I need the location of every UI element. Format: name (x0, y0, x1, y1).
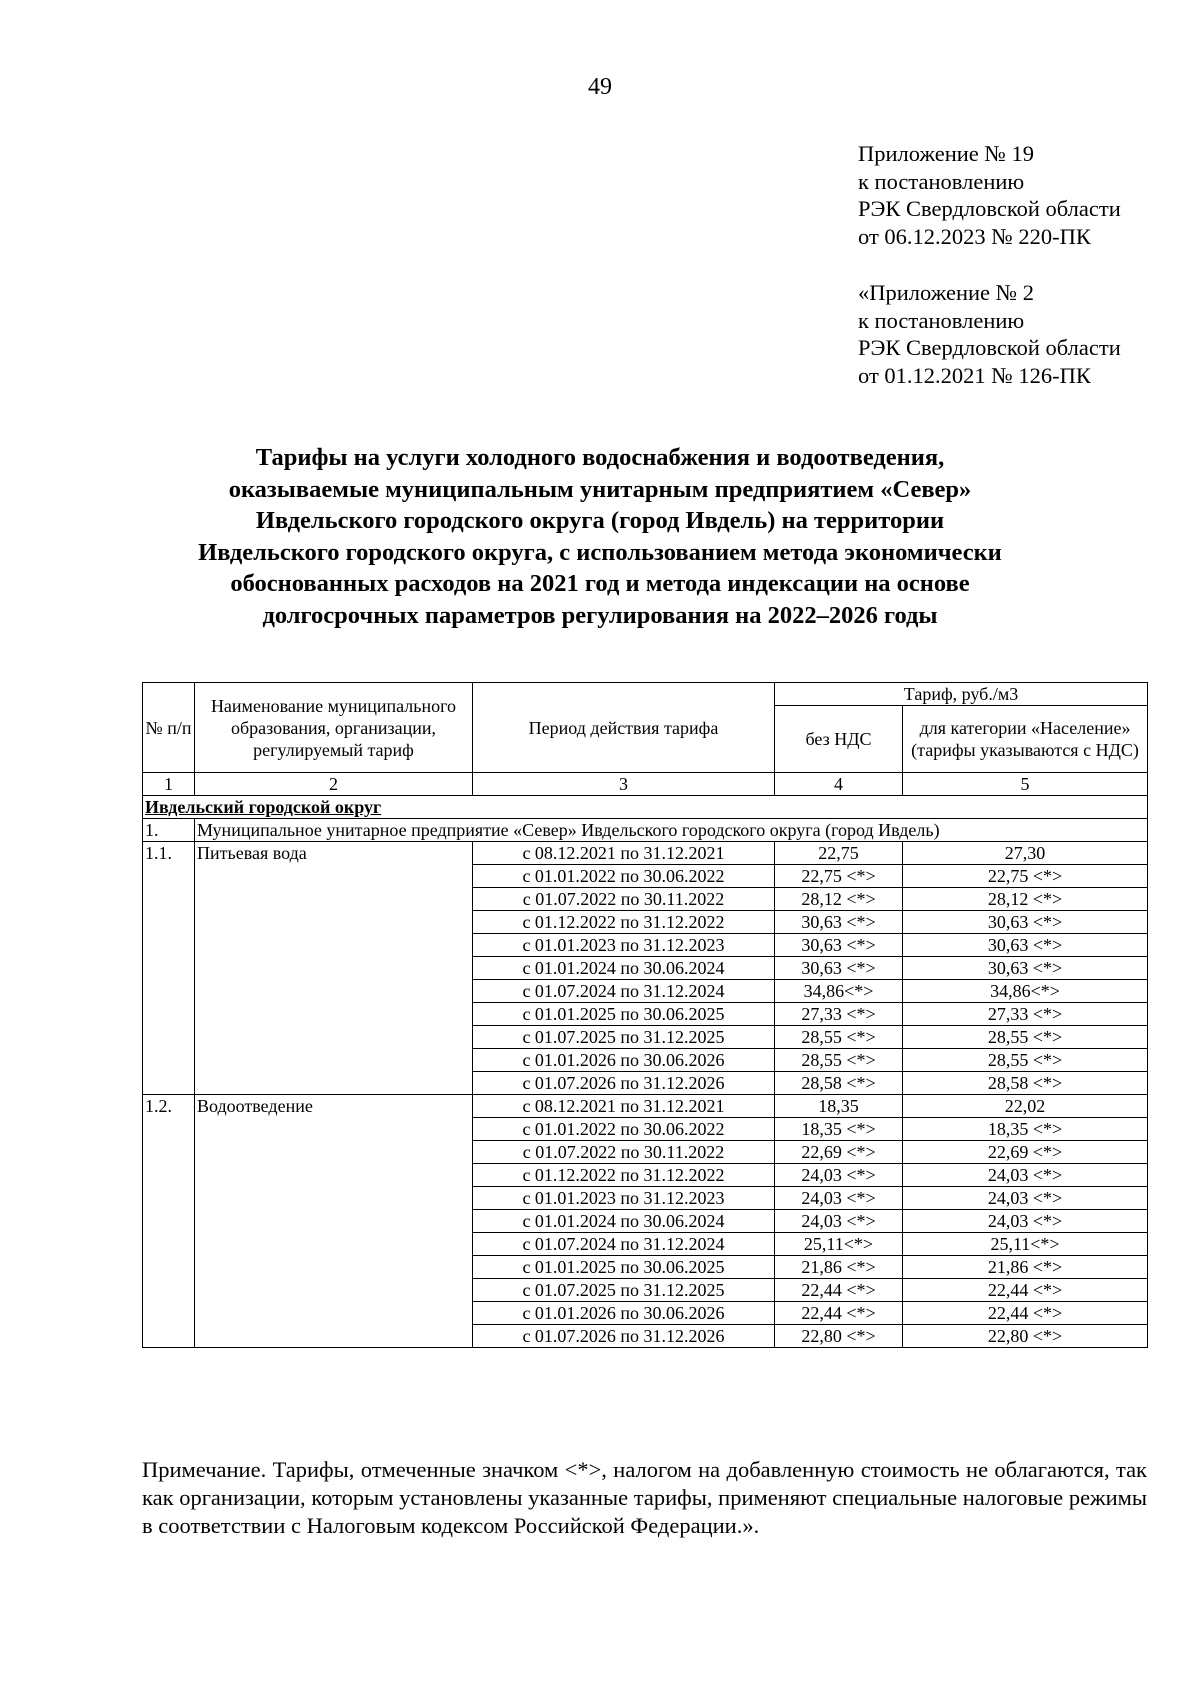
group-num: 1.1. (143, 842, 195, 1095)
period-cell: с 01.07.2026 по 31.12.2026 (473, 1072, 775, 1095)
col-number: 4 (775, 773, 903, 796)
period-cell: с 01.01.2025 по 30.06.2025 (473, 1256, 775, 1279)
group-name: Водоотведение (195, 1095, 473, 1348)
header-period: Период действия тарифа (473, 683, 775, 773)
period-cell: с 01.01.2024 по 30.06.2024 (473, 957, 775, 980)
period-cell: с 01.12.2022 по 31.12.2022 (473, 1164, 775, 1187)
annex-original (858, 279, 1121, 389)
tariff-population-cell: 22,44 <*> (903, 1302, 1148, 1325)
tariff-population-cell: 30,63 <*> (903, 911, 1148, 934)
tariff-no-vat-cell: 22,69 <*> (775, 1141, 903, 1164)
annex-line: от 01.12.2021 № 126-ПК (858, 362, 1091, 388)
tariff-population-cell: 21,86 <*> (903, 1256, 1148, 1279)
tariff-no-vat-cell: 21,86 <*> (775, 1256, 903, 1279)
tariff-population-cell: 25,11<*> (903, 1233, 1148, 1256)
tariff-no-vat-cell: 28,12 <*> (775, 888, 903, 911)
tariff-population-cell: 34,86<*> (903, 980, 1148, 1003)
title-line: долгосрочных параметров регулирования на 2022–2026 годы (262, 601, 938, 629)
period-cell: с 01.01.2024 по 30.06.2024 (473, 1210, 775, 1233)
annex-line: к постановлению (858, 307, 1025, 333)
tariff-no-vat-cell: 22,75 (775, 842, 903, 865)
tariff-population-cell: 24,03 <*> (903, 1210, 1148, 1233)
tariff-no-vat-cell: 27,33 <*> (775, 1003, 903, 1026)
period-cell: с 01.01.2026 по 30.06.2026 (473, 1302, 775, 1325)
tariff-population-cell: 28,12 <*> (903, 888, 1148, 911)
tariff-no-vat-cell: 24,03 <*> (775, 1210, 903, 1233)
title-line: оказываемые муниципальным унитарным предприятием «Север» (228, 475, 972, 503)
tariff-no-vat-cell: 22,44 <*> (775, 1302, 903, 1325)
col-number: 5 (903, 773, 1148, 796)
tariff-no-vat-cell: 25,11<*> (775, 1233, 903, 1256)
period-cell: с 01.01.2026 по 30.06.2026 (473, 1049, 775, 1072)
header-name: Наименование муниципального образования, организации, регулируемый тариф (195, 683, 473, 773)
tariff-no-vat-cell: 24,03 <*> (775, 1187, 903, 1210)
period-cell: с 01.07.2022 по 30.11.2022 (473, 888, 775, 911)
group-num: 1.2. (143, 1095, 195, 1348)
header-population: для категории «Население» (тарифы указываются с НДС) (903, 706, 1148, 773)
annex-line: к постановлению (858, 168, 1025, 194)
tariff-no-vat-cell: 18,35 <*> (775, 1118, 903, 1141)
tariff-no-vat-cell: 34,86<*> (775, 980, 903, 1003)
tariff-population-cell: 22,75 <*> (903, 865, 1148, 888)
period-cell: с 01.07.2025 по 31.12.2025 (473, 1026, 775, 1049)
annex-line: РЭК Свердловской области (858, 196, 1121, 221)
tariff-no-vat-cell: 22,75 <*> (775, 865, 903, 888)
period-cell: с 01.01.2023 по 31.12.2023 (473, 934, 775, 957)
table-row (143, 842, 1148, 865)
tariff-population-cell: 30,63 <*> (903, 934, 1148, 957)
period-cell: с 01.07.2026 по 31.12.2026 (473, 1325, 775, 1348)
footnote: Примечание. Тарифы, отмеченные значком <*>, налогом на добавленную стоимость не облагаются, так как организации, которым установлены указанные тарифы, применяют специальные налоговые режимы в соответствии с Налоговым кодексом Российской Федерации.». (142, 1457, 1147, 1538)
annex-line: РЭК Свердловской области (858, 335, 1121, 360)
tariff-no-vat-cell: 18,35 (775, 1095, 903, 1118)
period-cell: с 01.01.2025 по 30.06.2025 (473, 1003, 775, 1026)
annex-line: «Приложение № 2 (858, 280, 1034, 305)
tariff-no-vat-cell: 22,80 <*> (775, 1325, 903, 1348)
tariff-population-cell: 22,69 <*> (903, 1141, 1148, 1164)
col-number: 3 (473, 773, 775, 796)
tariff-population-cell: 22,02 (903, 1095, 1148, 1118)
tariff-no-vat-cell: 28,55 <*> (775, 1026, 903, 1049)
header-tariff: Тариф, руб./м3 (775, 683, 1148, 706)
tariff-population-cell: 27,30 (903, 842, 1148, 865)
tariff-population-cell: 18,35 <*> (903, 1118, 1148, 1141)
group-name: Питьевая вода (195, 842, 473, 1095)
tariff-no-vat-cell: 30,63 <*> (775, 934, 903, 957)
period-cell: с 01.01.2022 по 30.06.2022 (473, 1118, 775, 1141)
tariff-population-cell: 28,58 <*> (903, 1072, 1148, 1095)
title-line: Ивдельского городского округа (город Ивдель) на территории (255, 507, 945, 534)
period-cell: с 01.07.2024 по 31.12.2024 (473, 980, 775, 1003)
tariff-population-cell: 22,44 <*> (903, 1279, 1148, 1302)
district-name: Ивдельский городской округ (145, 797, 382, 817)
title-line: Ивдельского городского округа, с использованием метода экономически (198, 538, 1002, 566)
header-num: № п/п (143, 683, 195, 773)
annex-line: Приложение № 19 (858, 141, 1034, 166)
tariff-no-vat-cell: 24,03 <*> (775, 1164, 903, 1187)
period-cell: с 08.12.2021 по 31.12.2021 (473, 842, 775, 865)
table-row (143, 1095, 1148, 1118)
org-num: 1. (143, 819, 195, 842)
tariff-population-cell: 28,55 <*> (903, 1049, 1148, 1072)
period-cell: с 08.12.2021 по 31.12.2021 (473, 1095, 775, 1118)
period-cell: с 01.07.2025 по 31.12.2025 (473, 1279, 775, 1302)
period-cell: с 01.01.2023 по 31.12.2023 (473, 1187, 775, 1210)
header-no-vat: без НДС (775, 706, 903, 773)
tariff-population-cell: 24,03 <*> (903, 1164, 1148, 1187)
district-row (143, 796, 1148, 819)
period-cell: с 01.07.2022 по 30.11.2022 (473, 1141, 775, 1164)
tariff-no-vat-cell: 30,63 <*> (775, 957, 903, 980)
document-title (130, 442, 1070, 631)
page-number: 49 (588, 74, 612, 100)
title-line: Тарифы на услуги холодного водоснабжения и водоотведения, (255, 444, 945, 471)
annex-current (858, 140, 1121, 250)
tariff-population-cell: 27,33 <*> (903, 1003, 1148, 1026)
period-cell: с 01.07.2024 по 31.12.2024 (473, 1233, 775, 1256)
tariff-table (142, 682, 1148, 1348)
tariff-population-cell: 30,63 <*> (903, 957, 1148, 980)
col-number: 2 (195, 773, 473, 796)
tariff-population-cell: 28,55 <*> (903, 1026, 1148, 1049)
tariff-no-vat-cell: 28,58 <*> (775, 1072, 903, 1095)
tariff-population-cell: 22,80 <*> (903, 1325, 1148, 1348)
org-name: Муниципальное унитарное предприятие «Север» Ивдельского городского округа (город Ивдель) (195, 819, 1148, 842)
col-number: 1 (143, 773, 195, 796)
tariff-no-vat-cell: 30,63 <*> (775, 911, 903, 934)
tariff-no-vat-cell: 22,44 <*> (775, 1279, 903, 1302)
period-cell: с 01.01.2022 по 30.06.2022 (473, 865, 775, 888)
period-cell: с 01.12.2022 по 31.12.2022 (473, 911, 775, 934)
annex-line: от 06.12.2023 № 220-ПК (858, 223, 1091, 249)
tariff-no-vat-cell: 28,55 <*> (775, 1049, 903, 1072)
tariff-population-cell: 24,03 <*> (903, 1187, 1148, 1210)
title-line: обоснованных расходов на 2021 год и метода индексации на основе (230, 570, 970, 597)
